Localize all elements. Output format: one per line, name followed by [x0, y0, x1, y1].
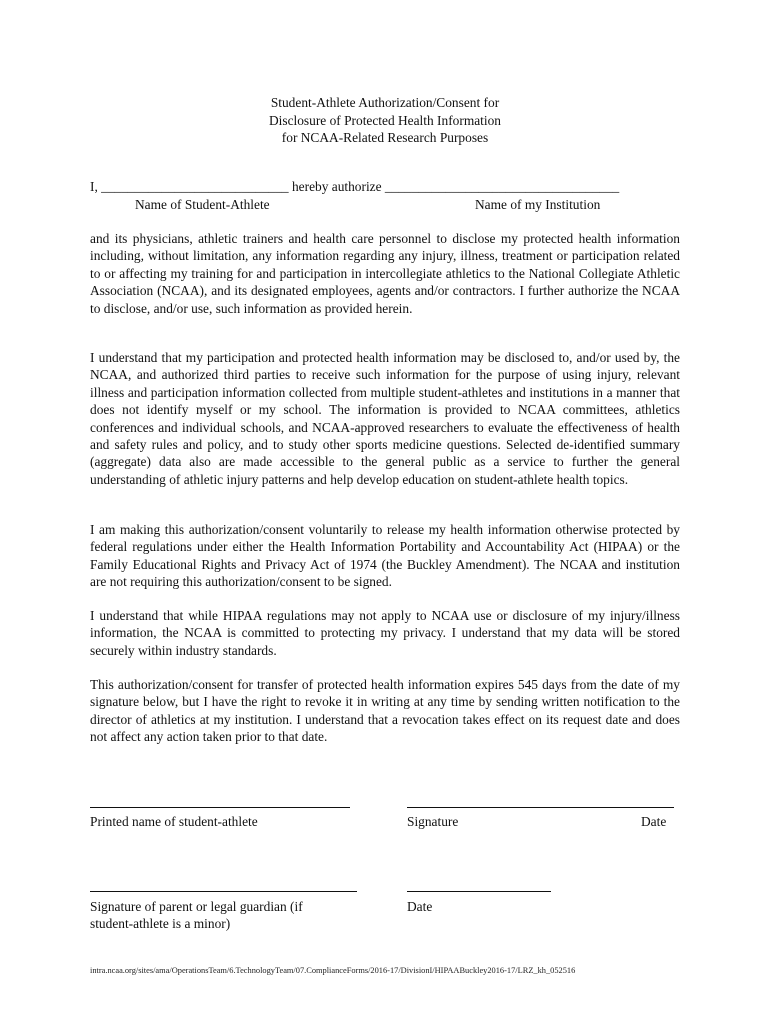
signature-label: Signature	[407, 814, 459, 829]
title-line-2: Disclosure of Protected Health Information	[268, 112, 502, 128]
guardian-signature-line	[90, 891, 357, 892]
authorization-line: I, ____________________________ hereby authorize ___________________________________	[90, 179, 620, 194]
document-title	[0, 94, 770, 147]
guardian-signature-label: Signature of parent or legal guardian (if student-athlete is a minor)	[90, 899, 303, 931]
printed-name-label: Printed name of student-athlete	[90, 814, 258, 829]
signature-line	[407, 807, 674, 808]
title-line-1: Student-Athlete Authorization/Consent for	[270, 95, 500, 110]
paragraph-privacy: I understand that while HIPAA regulations may not apply to NCAA use or disclosure of my injury/illness information, the NCAA is committed to protecting my privacy. I understand that my data will be stored securely within industry standards.	[90, 608, 680, 658]
title-line-3: for NCAA-Related Research Purposes	[281, 130, 489, 145]
institution-name-caption: Name of my Institution	[475, 197, 601, 212]
paragraph-expiration: This authorization/consent for transfer of protected health information expires 545 days from the date of my signature below, but I have the right to revoke it in writing at any time by sending written notification to the director of athletics at my institution. I understand that a revocation takes effect on its request date and does not affect any action taken prior to that date.	[90, 677, 680, 745]
guardian-date-line	[407, 891, 551, 892]
footer-path: intra.ncaa.org/sites/ama/OperationsTeam/6.TechnologyTeam/07.ComplianceForms/2016-17/DivisionI/HIPAABuckley2016-17/LRZ_kh_052516	[90, 966, 576, 975]
paragraph-participation: I understand that my participation and protected health information may be disclosed to, and/or used by, the NCAA, and authorized third parties to receive such information for the purpose of using injury, relevant illness and participation information collected from multiple student-athletes and institutions in a manner that does not identify myself or my school. The information is provided to NCAA committees, athletics conferences and individual schools, and NCAA-approved researchers to evaluate the effectiveness of health and safety rules and policy, and to study other sports medicine questions. Selected de-identified summary (aggregate) data also are made accessible to the general public as a service to further the general understanding of athletic injury patterns and help develop education on student-athlete health topics.	[90, 350, 680, 487]
printed-name-line	[90, 807, 350, 808]
date-label: Date	[641, 814, 667, 829]
paragraph-voluntary-consent: I am making this authorization/consent voluntarily to release my health information otherwise protected by federal regulations under either the Health Information Portability and Accountability Act (HIPAA) or the Family Educational Rights and Privacy Act of 1974 (the Buckley Amendment). The NCAA and institution are not requiring this authorization/consent to be signed.	[90, 522, 680, 590]
student-athlete-name-caption: Name of Student-Athlete	[135, 197, 270, 212]
paragraph-disclosure: and its physicians, athletic trainers and health care personnel to disclose my protected health information including, without limitation, any information regarding any injury, illness, treatment or participation related to or affecting my training for and participation in intercollegiate athletics to the National Collegiate Athletic Association (NCAA), and its designated employees, agents and/or contractors. I further authorize the NCAA to disclose, and/or use, such information as provided herein.	[90, 231, 680, 316]
guardian-date-label: Date	[407, 899, 433, 914]
